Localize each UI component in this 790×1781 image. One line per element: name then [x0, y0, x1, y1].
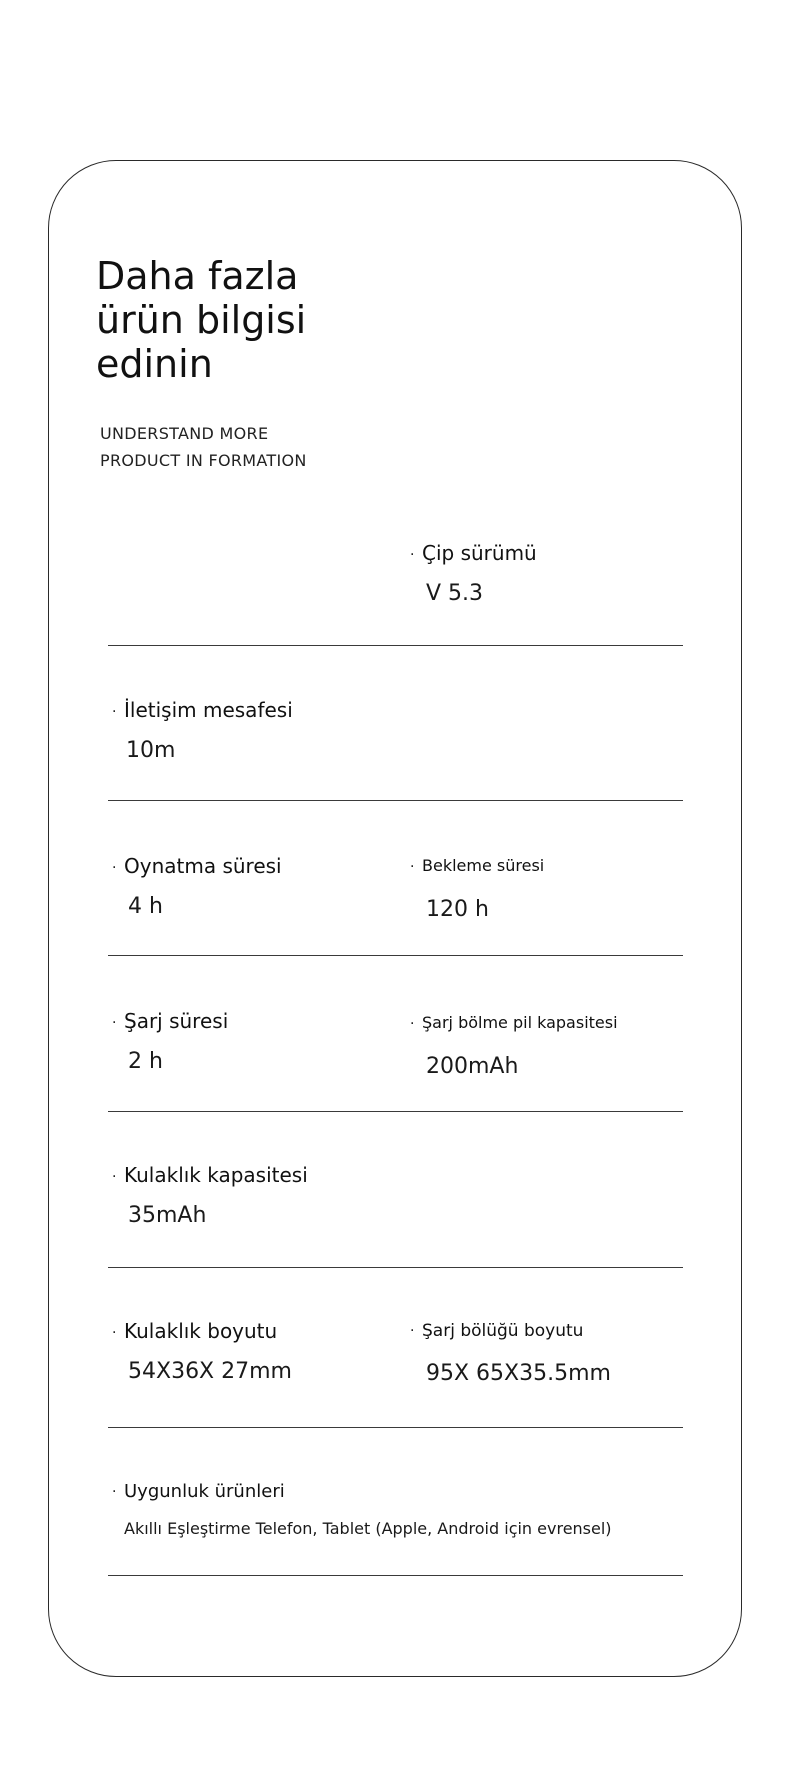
- spec-value: 10m: [126, 737, 176, 763]
- page-subtitle: [100, 420, 360, 474]
- subtitle-line: PRODUCT IN FORMATION: [100, 451, 307, 470]
- bullet-dot: ·: [112, 1168, 117, 1185]
- spec-value: 35mAh: [128, 1202, 207, 1228]
- spec-label: · Şarj bölme pil kapasitesi: [410, 1010, 618, 1037]
- spec-label: · Uygunluk ürünleri: [112, 1479, 612, 1505]
- spec-label: · İletişim mesafesi: [112, 697, 293, 725]
- spec-label: · Şarj süresi: [112, 1008, 228, 1036]
- divider: [108, 1267, 683, 1268]
- bullet-dot: ·: [112, 703, 117, 720]
- spec-earphone-capacity: [112, 1162, 308, 1230]
- bullet-dot: ·: [112, 1014, 117, 1031]
- spec-value: 200mAh: [426, 1053, 519, 1079]
- spec-case-size: [410, 1318, 611, 1388]
- spec-earphone-size: [112, 1318, 292, 1386]
- bullet-dot: ·: [410, 1015, 415, 1032]
- spec-value: Akıllı Eşleştirme Telefon, Tablet (Apple, Android için evrensel): [124, 1519, 612, 1538]
- spec-value: 4 h: [128, 893, 163, 919]
- spec-case-battery: [410, 1010, 618, 1081]
- spec-standby-time: [410, 853, 544, 924]
- spec-range: [112, 697, 293, 765]
- spec-value: 95X 65X35.5mm: [426, 1361, 611, 1386]
- spec-label: · Çip sürümü: [410, 540, 537, 568]
- bullet-dot: ·: [410, 1323, 415, 1339]
- spec-chip-version: [410, 540, 537, 608]
- spec-charge-time: [112, 1008, 228, 1076]
- spec-value: 120 h: [426, 896, 489, 922]
- spec-value: 54X36X 27mm: [128, 1358, 292, 1384]
- spec-label: · Bekleme süresi: [410, 853, 544, 880]
- divider: [108, 645, 683, 646]
- bullet-dot: ·: [410, 858, 415, 875]
- divider: [108, 1111, 683, 1112]
- bullet-dot: ·: [112, 1484, 117, 1500]
- subtitle-line: UNDERSTAND MORE: [100, 424, 269, 443]
- spec-value: 2 h: [128, 1048, 163, 1074]
- divider: [108, 1427, 683, 1428]
- bullet-dot: ·: [410, 546, 415, 563]
- spec-compatibility: [112, 1479, 612, 1543]
- bullet-dot: ·: [112, 1324, 117, 1341]
- divider: [108, 1575, 683, 1576]
- bullet-dot: ·: [112, 859, 117, 876]
- spec-label: · Kulaklık kapasitesi: [112, 1162, 308, 1190]
- spec-play-time: [112, 853, 282, 921]
- divider: [108, 955, 683, 956]
- spec-label: · Şarj bölüğü boyutu: [410, 1318, 611, 1344]
- spec-label: · Kulaklık boyutu: [112, 1318, 292, 1346]
- spec-label: · Oynatma süresi: [112, 853, 282, 881]
- spec-value: V 5.3: [426, 580, 484, 606]
- divider: [108, 800, 683, 801]
- page-title: Daha fazla ürün bilgisi edinin: [96, 254, 307, 386]
